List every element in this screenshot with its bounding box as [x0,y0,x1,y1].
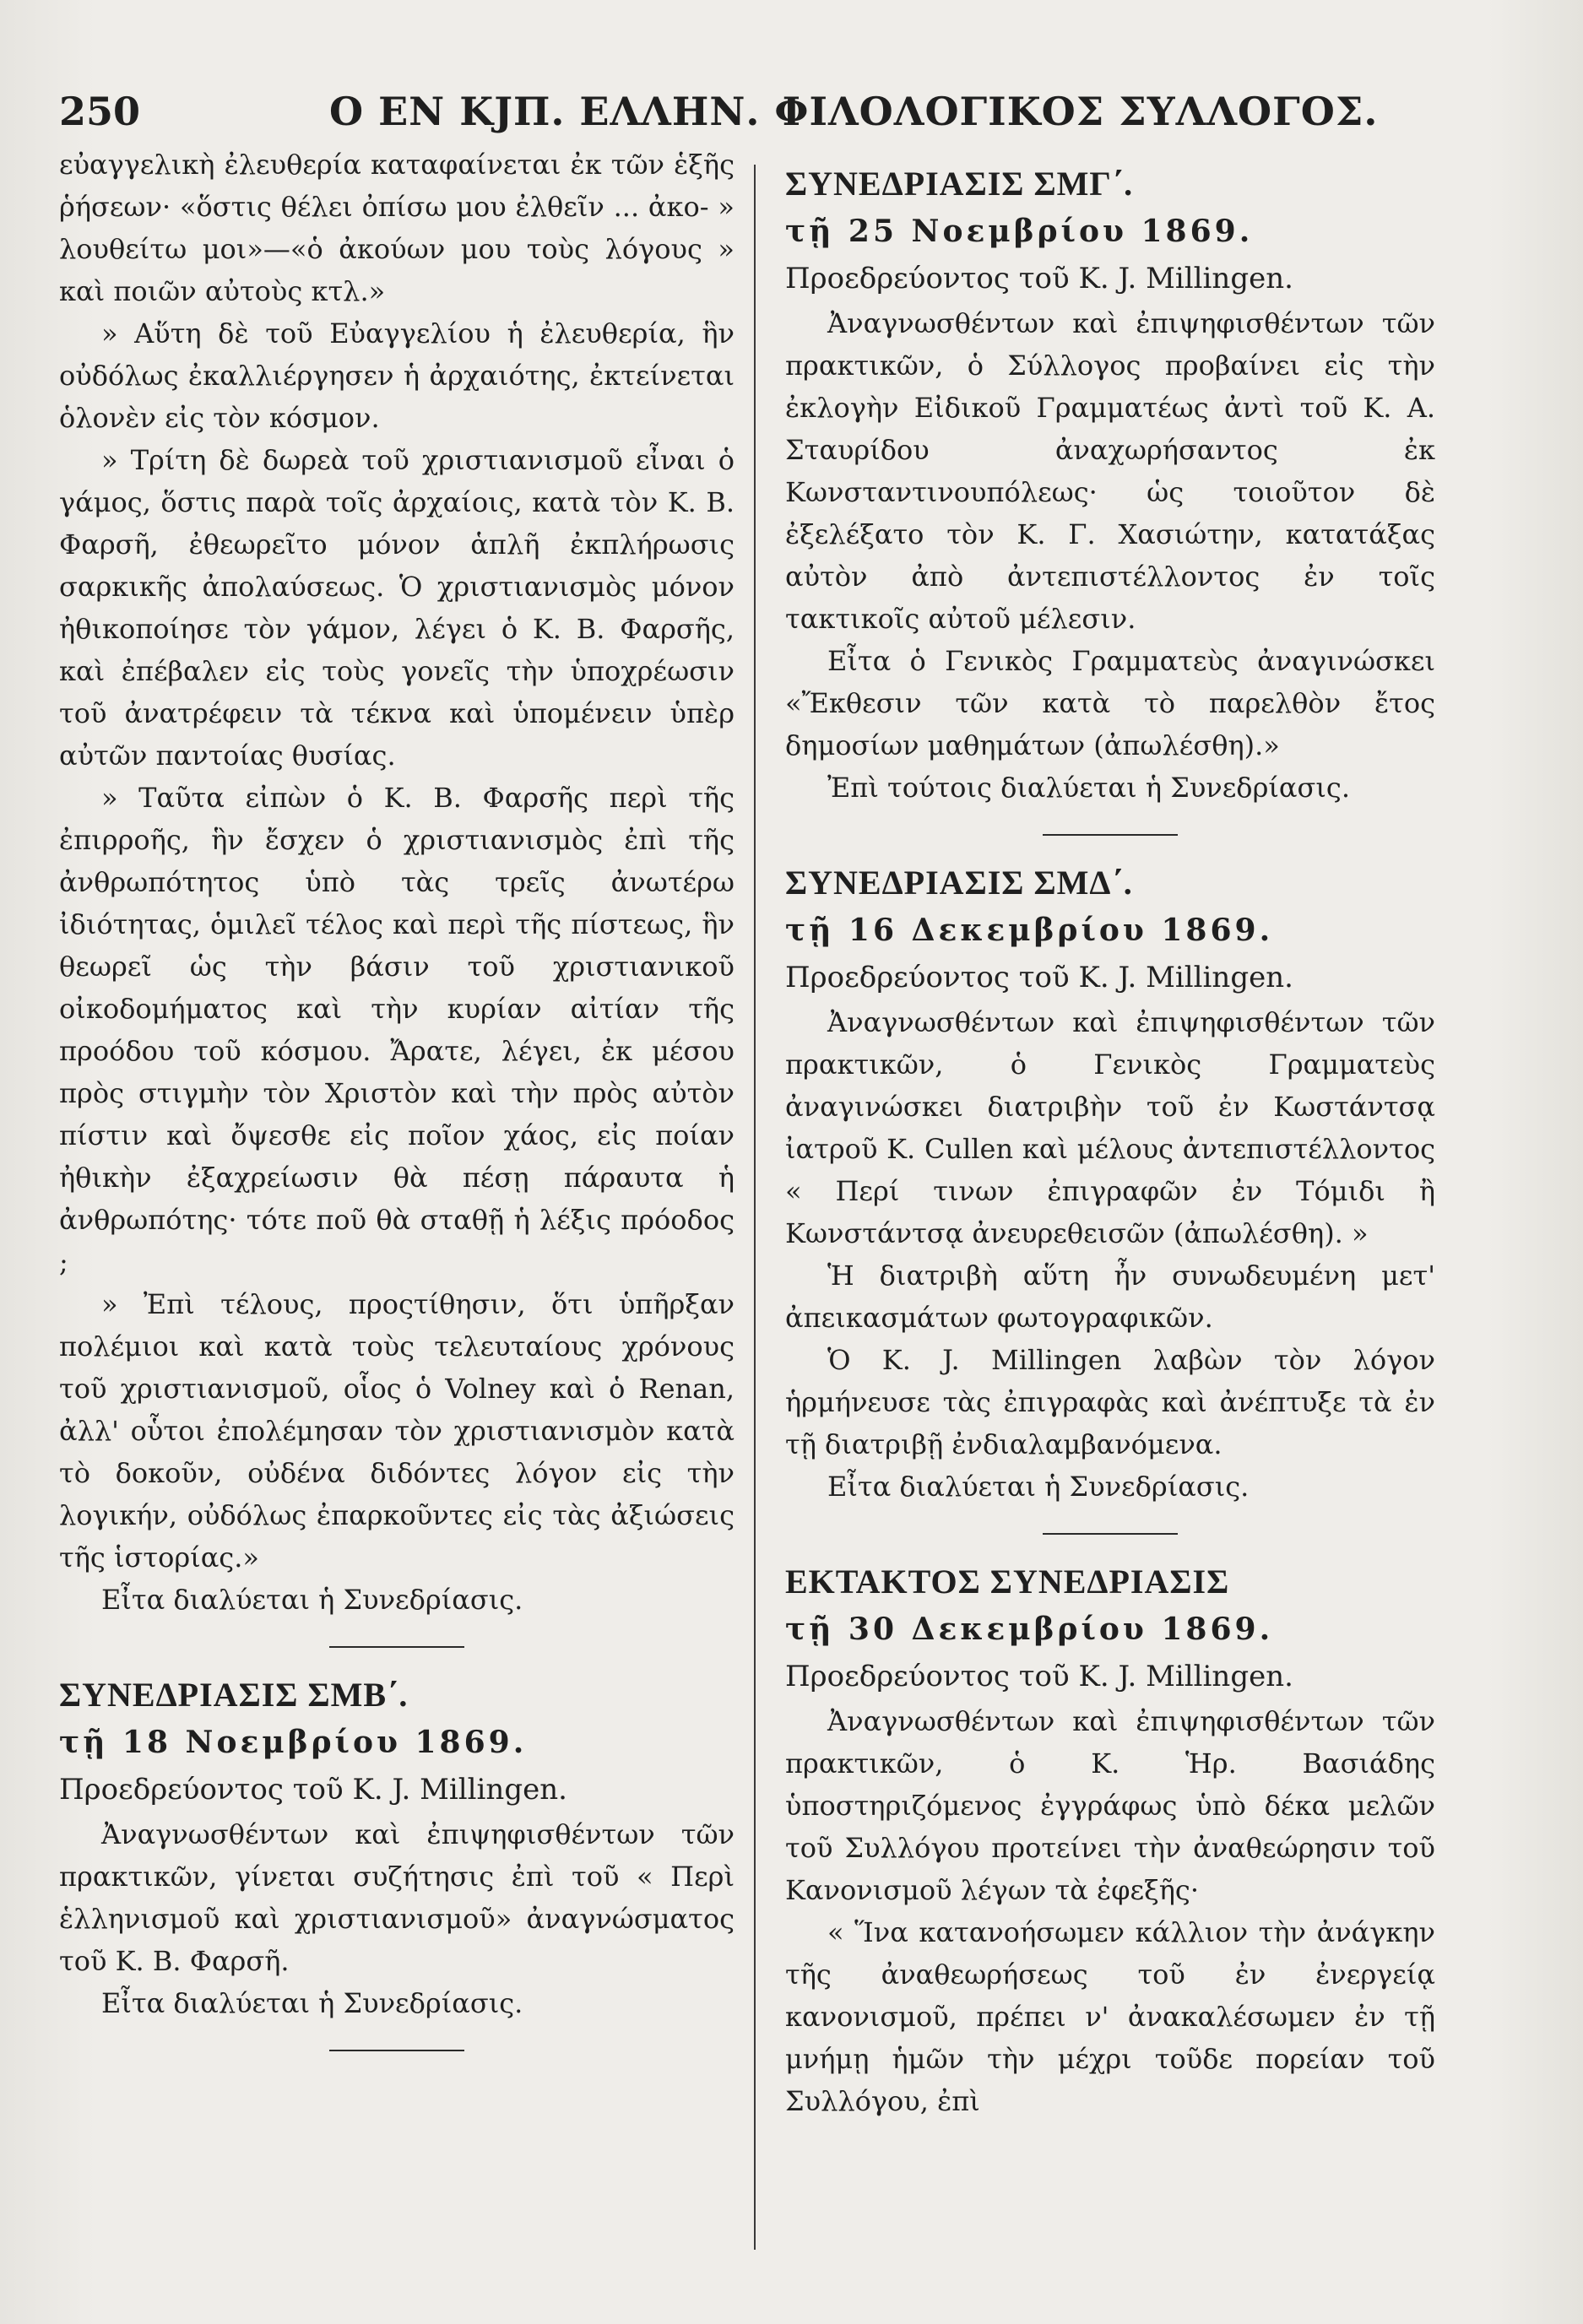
session-date: τῇ 16 Δεκεμβρίου 1869. [785,913,1274,948]
section-rule [329,1646,464,1648]
running-title: Ο ΕΝ ΚJΠ. ΕΛΛΗΝ. ΦΙΛΟΛΟΓΙΚΟΣ ΣΥΛΛΟΓΟΣ. [329,89,1379,134]
presiding-line: Προεδρεύοντος τοῦ Κ. J. Millingen. [785,1660,1293,1693]
paragraph: Εἶτα ὁ Γενικὸς Γραμματεὺς ἀναγινώσκει «Ἔκθεσιν τῶν κατὰ τὸ παρελθὸν ἔτος δημοσίων μαθημάτων (ἀπωλέσθη).» [785,645,1435,761]
session-heading: ΣΥΝΕΔΡΙΑΣΙΣ ΣΜΒ΄. [59,1676,409,1714]
paragraph: Ἡ διατριβὴ αὕτη ἦν συνωδευμένη μετ' ἀπεικασμάτων φωτογραφικῶν. [785,1260,1435,1334]
paragraph: Ἀναγνωσθέντων καὶ ἐπιψηφισθέντων τῶν πρακτικῶν, ὁ Κ. Ἡρ. Βασιάδης ὑποστηριζόμενος ἐγγράφως ὑπὸ δέκα μελῶν τοῦ Συλλόγου προτείνει τὴν ἀναθεώρησιν τοῦ Κανονισμοῦ λέγων τὰ ἐφεξῆς· [785,1705,1435,1906]
session-heading: ΕΚΤΑΚΤΟΣ ΣΥΝΕΔΡΙΑΣΙΣ [785,1563,1230,1601]
paragraph: εὐαγγελικὴ ἐλευθερία καταφαίνεται ἐκ τῶν ἑξῆς ῥήσεων· «ὅστις θέλει ὀπίσω μου ἐλθεῖν ... ἀκο- » λουθείτω μοι»—«ὁ ἀκούων μου τοὺς λόγους » καὶ ποιῶν αὐτοὺς κτλ.» [59,149,735,307]
right-column [785,144,1435,2122]
section-rule [1043,834,1178,836]
session-heading: ΣΥΝΕΔΡΙΑΣΙΣ ΣΜΔ΄. [785,864,1133,902]
section-rule [1043,1533,1178,1535]
closing-line: Εἶτα διαλύεται ἡ Συνεδρίασις. [101,1987,523,2019]
presiding-line: Προεδρεύοντος τοῦ Κ. J. Millingen. [785,961,1293,994]
closing-line: Εἶτα διαλύεται ἡ Συνεδρίασις. [101,1584,523,1616]
session-date: τῇ 25 Νοεμβρίου 1869. [785,214,1254,249]
paragraph: « Ἵνα κατανοήσωμεν κάλλιον τὴν ἀνάγκην τῆς ἀναθεωρήσεως τοῦ ἐν ἐνεργείᾳ κανονισμοῦ, πρέπει ν' ἀνακαλέσωμεν ἐν τῇ μνήμῃ ἡμῶν τὴν μέχρι τοῦδε πορείαν τοῦ Συλλόγου, ἐπὶ [785,1916,1435,2117]
closing-line: Εἶτα διαλύεται ἡ Συνεδρίασις. [827,1471,1250,1503]
session-date: τῇ 30 Δεκεμβρίου 1869. [785,1612,1274,1647]
left-column [59,144,735,2075]
presiding-line: Προεδρεύοντος τοῦ Κ. J. Millingen. [59,1773,567,1807]
paragraph: Ἀναγνωσθέντων καὶ ἐπιψηφισθέντων τῶν πρακτικῶν, γίνεται συζήτησις ἐπὶ τοῦ « Περὶ ἑλληνισμοῦ καὶ χριστιανισμοῦ» ἀναγνώσματος τοῦ Κ. Β. Φαρσῆ. [59,1818,735,1977]
paragraph: Ἀναγνωσθέντων καὶ ἐπιψηφισθέντων τῶν πρακτικῶν, ὁ Σύλλογος προβαίνει εἰς τὴν ἐκλογὴν Εἰδικοῦ Γραμματέως ἀντὶ τοῦ Κ. Α. Σταυρίδου ἀναχωρήσαντος ἐκ Κωνσταντινουπόλεως· ὡς τοιοῦτον δὲ ἐξελέξατο τὸν Κ. Γ. Χασιώτην, κατατάξας αὐτὸν ἀπὸ ἀντεπιστέλλοντος ἐν τοῖς τακτικοῖς αὐτοῦ μέλεσιν. [785,307,1435,635]
paragraph: » Ἐπὶ τέλους, προςτίθησιν, ὅτι ὑπῆρξαν πολέμιοι καὶ κατὰ τοὺς τελευταίους χρόνους τοῦ χριστιανισμοῦ, οἷος ὁ Volney καὶ ὁ Renan, ἀλλ' οὗτοι ἐπολέμησαν τὸν χριστιανισμὸν κατὰ τὸ δοκοῦν, οὐδένα διδόντες λόγον εἰς τὴν λογικήν, οὐδόλως ἐπαρκοῦντες εἰς τὰς ἀξιώσεις τῆς ἱστορίας.» [59,1288,735,1574]
presiding-line: Προεδρεύοντος τοῦ Κ. J. Millingen. [785,262,1293,295]
session-date: τῇ 18 Νοεμβρίου 1869. [59,1725,528,1760]
closing-line: Ἐπὶ τούτοις διαλύεται ἡ Συνεδρίασις. [827,772,1351,804]
session-heading: ΣΥΝΕΔΡΙΑΣΙΣ ΣΜΓ΄. [785,165,1134,203]
paragraph: Ἀναγνωσθέντων καὶ ἐπιψηφισθέντων τῶν πρακτικῶν, ὁ Γενικὸς Γραμματεὺς ἀναγινώσκει διατριβὴν τοῦ ἐν Κωστάντσᾳ ἰατροῦ Κ. Cullen καὶ μέλους ἀντεπιστέλλοντος « Περί τινων ἐπιγραφῶν ἐν Τόμιδι ἢ Κωνστάντσᾳ ἀνευρεθεισῶν (ἀπωλέσθη). » [785,1006,1435,1249]
page-number: 250 [59,89,141,134]
paragraph: » Τρίτη δὲ δωρεὰ τοῦ χριστιανισμοῦ εἶναι ὁ γάμος, ὅστις παρὰ τοῖς ἀρχαίοις, κατὰ τὸν Κ. Β. Φαρσῆ, ἐθεωρεῖτο μόνον ἁπλῆ ἐκπλήρωσις σαρκικῆς ἀπολαύσεως. Ὁ χριστιανισμὸς μόνον ἠθικοποίησε τὸν γάμον, λέγει ὁ Κ. Β. Φαρσῆς, καὶ ἐπέβαλεν εἰς τοὺς γονεῖς τὴν ὑποχρέωσιν τοῦ ἀνατρέφειν τὰ τέκνα καὶ ὑπομένειν ὑπὲρ αὐτῶν παντοίας θυσίας. [59,444,735,772]
paragraph: » Ταῦτα εἰπὼν ὁ Κ. Β. Φαρσῆς περὶ τῆς ἐπιρροῆς, ἣν ἔσχεν ὁ χριστιανισμὸς ἐπὶ τῆς ἀνθρωπότητος ὑπὸ τὰς τρεῖς ἀνωτέρω ἰδιότητας, ὁμιλεῖ τέλος καὶ περὶ τῆς πίστεως, ἣν θεωρεῖ ὡς τὴν βάσιν τοῦ χριστιανικοῦ οἰκοδομήματος καὶ τὴν κυρίαν αἰτίαν τῆς προόδου τοῦ κόσμου. Ἄρατε, λέγει, ἐκ μέσου πρὸς στιγμὴν τὸν Χριστὸν καὶ τὴν πρὸς αὐτὸν πίστιν καὶ ὄψεσθε εἰς ποῖον χάος, εἰς ποίαν ἠθικὴν ἐξαχρείωσιν θὰ πέσῃ πάραυτα ἡ ἀνθρωπότης· τότε ποῦ θὰ σταθῇ ἡ λέξις πρόοδος ; [59,782,735,1278]
section-rule [329,2050,464,2051]
paragraph: Ὁ Κ. J. Millingen λαβὼν τὸν λόγον ἡρμήνευσε τὰς ἐπιγραφὰς καὶ ἀνέπτυξε τὰ ἐν τῇ διατριβῇ ἐνδιαλαμβανόμενα. [785,1344,1435,1460]
column-divider [754,165,756,2250]
paragraph: » Αὕτη δὲ τοῦ Εὐαγγελίου ἡ ἐλευθερία, ἣν οὐδόλως ἐκαλλιέργησεν ἡ ἀρχαιότης, ἐκτείνεται ὁλονὲν εἰς τὸν κόσμον. [59,317,735,434]
